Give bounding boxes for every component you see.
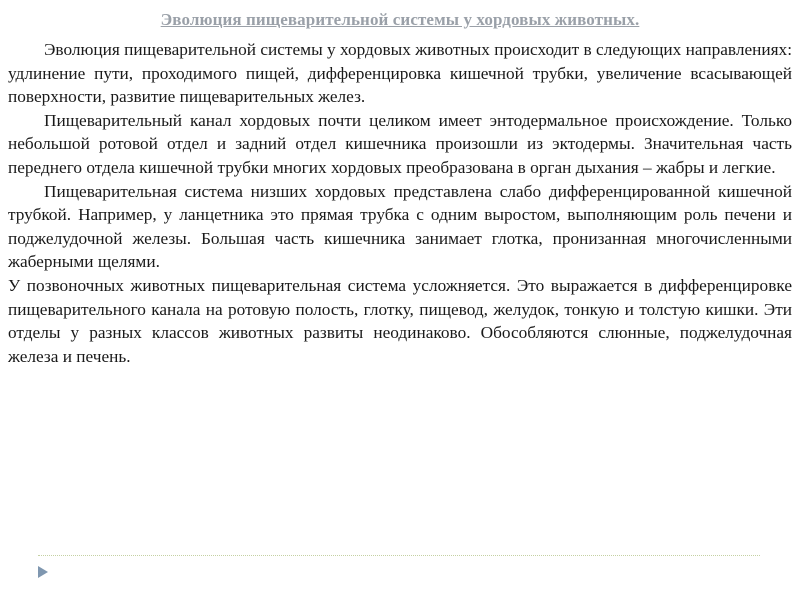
slide-title: Эволюция пищеварительной системы у хордовых животных. (160, 10, 640, 29)
footer-divider (38, 555, 760, 556)
paragraph-4: У позвоночных животных пищеварительная система усложняется. Это выражается в дифференцировке пищеварительного канала на ротовую полость, глотку, пищевод, желудок, тонкую и толстую кишки. Эти отделы у разных классов животных развиты неодинаково. Обособляются слюнные, поджелудочная железа и печень. (8, 275, 792, 366)
paragraph-1: Эволюция пищеварительной системы у хордовых животных происходит в следующих направлениях: удлинение пути, проходимого пищей, дифференцировка кишечной трубки, увеличение всасывающей поверхности, развитие пищеварительных желез. (8, 40, 792, 107)
slide-body (8, 38, 792, 368)
paragraph-2: Пищеварительный канал хордовых почти целиком имеет энтодермальное происхождение. Только небольшой ротовой отдел и задний отдел кишечника произошли из эктодермы. Значительная часть переднего отдела кишечной трубки многих хордовых преобразована в орган дыхания – жабры и легкие. (8, 110, 792, 177)
paragraph-3: Пищеварительная система низших хордовых представлена слабо дифференцированной кишечной трубкой. Например, у ланцетника это прямая трубка с одним выростом, выполняющим роль печени и поджелудочной железы. Большая часть кишечника занимает глотка, пронизанная многочисленными жаберными щелями. (8, 181, 792, 272)
arrow-right-icon (38, 566, 48, 578)
